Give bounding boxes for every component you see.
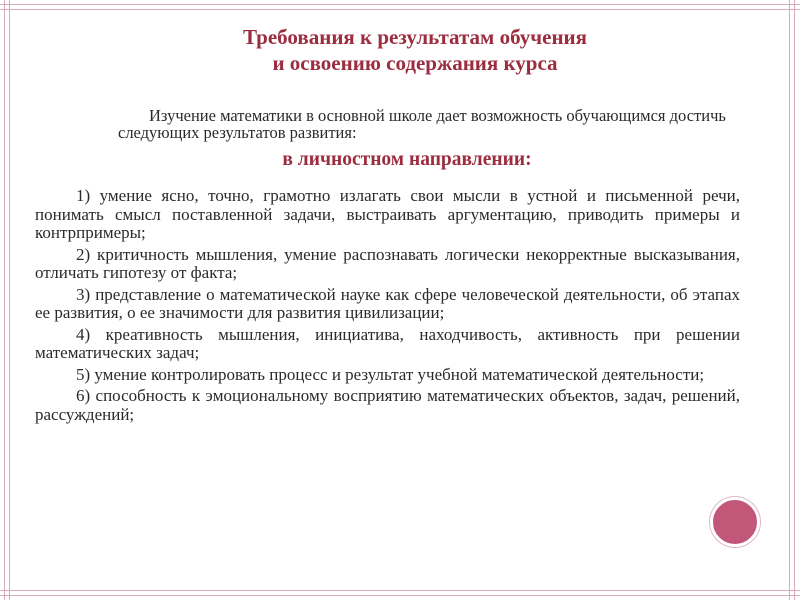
slide-title [0,24,800,76]
requirements-list [35,187,740,427]
frame-line-bottom-outer [0,595,800,596]
frame-line-left-outer [4,0,5,600]
frame-line-top-inner [0,9,800,10]
frame-line-top-outer [0,4,800,5]
frame-line-right-inner [789,0,790,600]
frame-line-left-inner [9,0,10,600]
list-item: 4) креативность мышления, инициатива, находчивость, активность при решении математических задач; [35,324,740,362]
list-item: 5) умение контролировать процесс и результат учебной математической деятельности; [76,364,705,384]
frame-line-right-outer [794,0,795,600]
list-item: 2) критичность мышления, умение распознавать логически некорректные высказывания, отличать гипотезу от факта; [35,244,740,282]
list-item: 3) представление о математической науке как сфере человеческой деятельности, об этапах ее развития, о ее значимости для развития цивилизации; [35,284,740,322]
slide-title-line-1: Требования к результатам обучения [242,25,588,49]
decorative-circle [710,497,760,547]
list-item: 1) умение ясно, точно, грамотно излагать свои мысли в устной и письменной речи, понимать смысл поставленной задачи, выстраивать аргументацию, приводить примеры и контрпримеры; [35,186,740,242]
list-item: 6) способность к эмоциональному восприятию математических объектов, задач, решений, рассуждений; [35,386,740,424]
slide-title-line-2: и освоению содержания курса [272,51,558,75]
intro-paragraph: Изучение математики в основной школе дает возможность обучающимся достичь следующих результатов развития: [118,106,726,142]
section-heading: в личностном направлении: [282,149,532,170]
frame-line-bottom-inner [0,590,800,591]
